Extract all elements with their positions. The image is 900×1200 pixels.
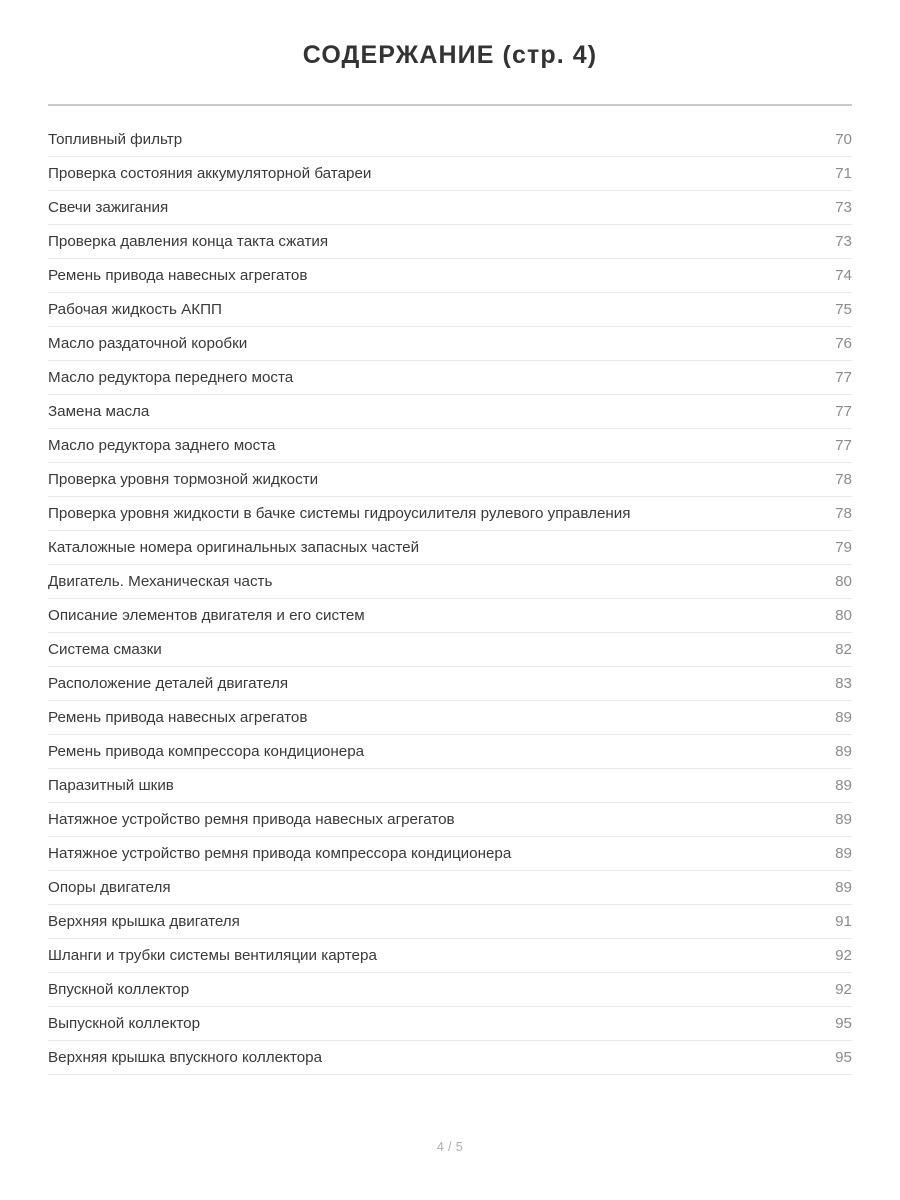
toc-entry-label: Натяжное устройство ремня привода навесных агрегатов	[48, 811, 455, 829]
toc-entry-label: Паразитный шкив	[48, 777, 174, 795]
toc-entry[interactable]	[48, 123, 852, 157]
toc-entry-label: Верхняя крышка двигателя	[48, 913, 240, 931]
toc-entry[interactable]	[48, 871, 852, 905]
toc-entry-page-number: 89	[835, 879, 852, 897]
toc-entry-page-number: 73	[835, 199, 852, 217]
toc-entry[interactable]	[48, 463, 852, 497]
toc-entry-label: Двигатель. Механическая часть	[48, 573, 273, 591]
toc-entry-label: Система смазки	[48, 641, 162, 659]
toc-entry-page-number: 70	[835, 131, 852, 149]
toc-entry-page-number: 73	[835, 233, 852, 251]
toc-entry-label: Выпускной коллектор	[48, 1015, 201, 1033]
toc-entry-label: Масло редуктора заднего моста	[48, 437, 276, 455]
toc-entry[interactable]	[48, 599, 852, 633]
toc-entry-page-number: 83	[835, 675, 852, 693]
toc-entry-page-number: 78	[835, 471, 852, 489]
toc-entry-page-number: 76	[835, 335, 852, 353]
toc-entry-label: Масло раздаточной коробки	[48, 335, 248, 353]
title-divider	[48, 104, 852, 106]
toc-entry[interactable]	[48, 769, 852, 803]
toc-entry-page-number: 80	[835, 607, 852, 625]
toc-entry-label: Проверка состояния аккумуляторной батареи	[48, 165, 372, 183]
toc-entry[interactable]	[48, 701, 852, 735]
toc-entry[interactable]	[48, 803, 852, 837]
toc-entry[interactable]	[48, 1041, 852, 1075]
toc-entry-label: Верхняя крышка впускного коллектора	[48, 1049, 323, 1067]
toc-entry-page-number: 89	[835, 743, 852, 761]
toc-entry[interactable]	[48, 497, 852, 531]
toc-entry-label: Проверка уровня жидкости в бачке системы гидроусилителя рулевого управления	[48, 505, 631, 523]
toc-entry[interactable]	[48, 225, 852, 259]
toc-entry[interactable]	[48, 429, 852, 463]
toc-entry[interactable]	[48, 531, 852, 565]
toc-entry-page-number: 77	[835, 437, 852, 455]
toc-entry[interactable]	[48, 191, 852, 225]
toc-entry[interactable]	[48, 327, 852, 361]
toc-entry-label: Натяжное устройство ремня привода компрессора кондиционера	[48, 845, 512, 863]
toc-entry-page-number: 74	[835, 267, 852, 285]
toc-entry-label: Каталожные номера оригинальных запасных частей	[48, 539, 420, 557]
toc-entry-label: Рабочая жидкость АКПП	[48, 301, 222, 319]
toc-entry-page-number: 71	[835, 165, 852, 183]
toc-entry-page-number: 78	[835, 505, 852, 523]
toc-entry-label: Масло редуктора переднего моста	[48, 369, 294, 387]
toc-entry-page-number: 89	[835, 709, 852, 727]
toc-entry-page-number: 89	[835, 845, 852, 863]
toc-entry-label: Расположение деталей двигателя	[48, 675, 289, 693]
toc-entry-page-number: 92	[835, 947, 852, 965]
toc-entry-label: Ремень привода компрессора кондиционера	[48, 743, 365, 761]
page-title: СОДЕРЖАНИЕ (стр. 4)	[302, 41, 598, 69]
toc-entry-label: Проверка уровня тормозной жидкости	[48, 471, 319, 489]
toc-entry[interactable]	[48, 973, 852, 1007]
toc-entry-page-number: 91	[835, 913, 852, 931]
toc-entry[interactable]	[48, 1007, 852, 1041]
toc-entry[interactable]	[48, 361, 852, 395]
toc-entry-label: Свечи зажигания	[48, 199, 169, 217]
toc-entry-label: Ремень привода навесных агрегатов	[48, 267, 308, 285]
toc-entry-page-number: 77	[835, 369, 852, 387]
toc-entry[interactable]	[48, 939, 852, 973]
toc-entry-page-number: 95	[835, 1015, 852, 1033]
toc-entry-page-number: 79	[835, 539, 852, 557]
toc-entry-label: Проверка давления конца такта сжатия	[48, 233, 329, 251]
table-of-contents	[48, 123, 852, 1075]
toc-entry[interactable]	[48, 905, 852, 939]
page-footer: 4 / 5	[436, 1140, 464, 1154]
toc-entry-page-number: 95	[835, 1049, 852, 1067]
toc-entry-page-number: 92	[835, 981, 852, 999]
toc-entry-page-number: 89	[835, 811, 852, 829]
toc-entry-label: Впускной коллектор	[48, 981, 190, 999]
toc-entry[interactable]	[48, 395, 852, 429]
toc-entry-label: Топливный фильтр	[48, 131, 183, 149]
toc-entry[interactable]	[48, 667, 852, 701]
toc-entry-page-number: 82	[835, 641, 852, 659]
toc-entry[interactable]	[48, 735, 852, 769]
toc-entry[interactable]	[48, 633, 852, 667]
toc-entry-label: Описание элементов двигателя и его систем	[48, 607, 365, 625]
toc-entry[interactable]	[48, 565, 852, 599]
toc-entry-label: Опоры двигателя	[48, 879, 171, 897]
toc-entry-page-number: 75	[835, 301, 852, 319]
toc-entry[interactable]	[48, 157, 852, 191]
toc-entry[interactable]	[48, 837, 852, 871]
toc-entry-label: Замена масла	[48, 403, 150, 421]
toc-entry-label: Шланги и трубки системы вентиляции картера	[48, 947, 377, 965]
toc-entry-page-number: 77	[835, 403, 852, 421]
toc-entry-page-number: 89	[835, 777, 852, 795]
toc-entry[interactable]	[48, 259, 852, 293]
toc-entry-label: Ремень привода навесных агрегатов	[48, 709, 308, 727]
toc-entry-page-number: 80	[835, 573, 852, 591]
toc-entry[interactable]	[48, 293, 852, 327]
